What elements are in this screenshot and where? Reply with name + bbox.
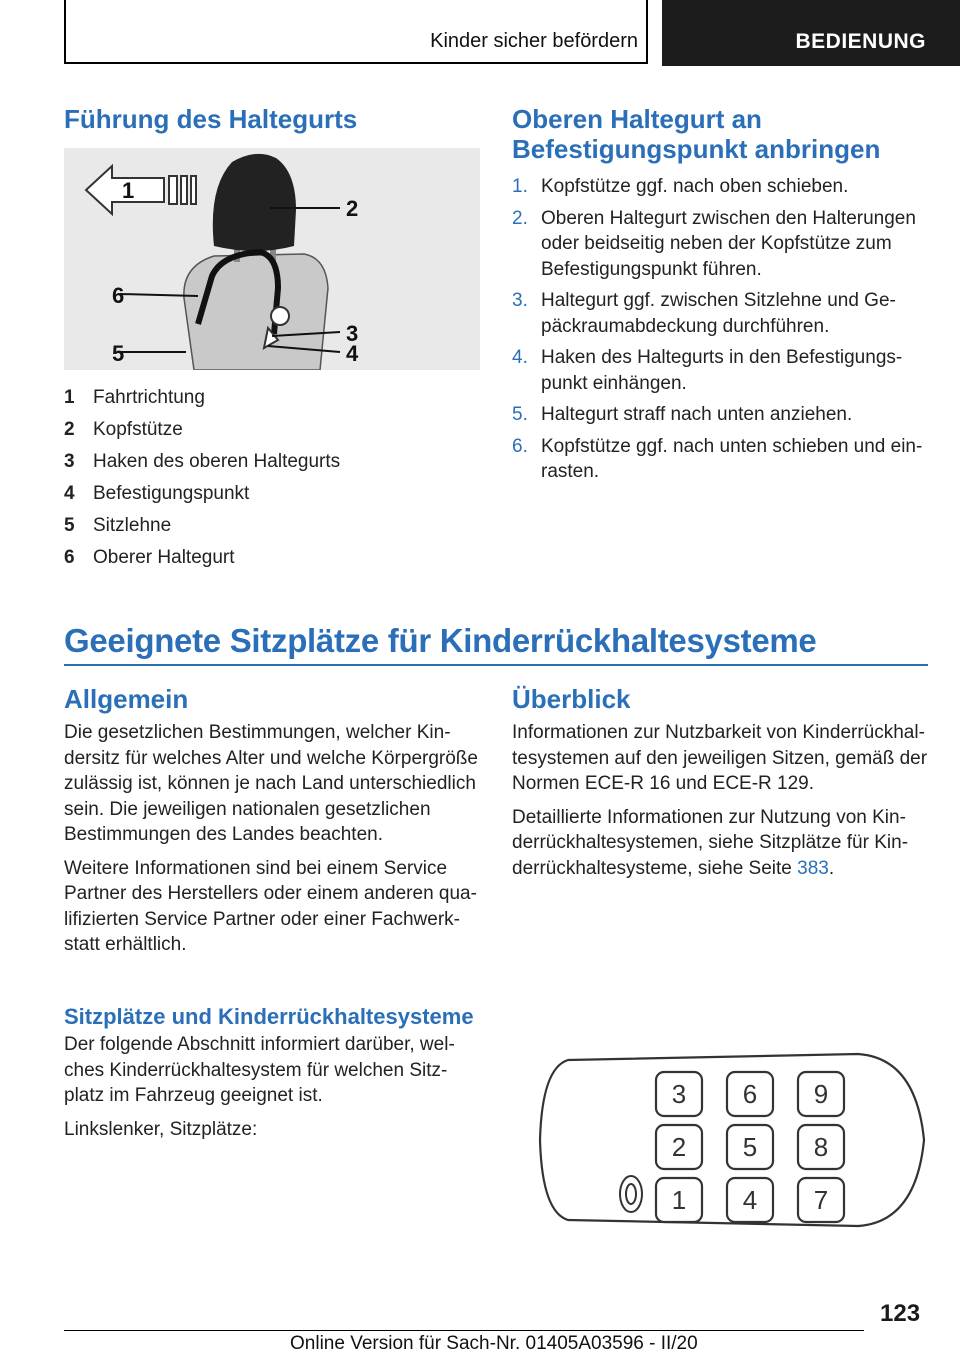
main-heading: Geeignete Sitzplätze für Kinderrückhaltesysteme: [64, 622, 817, 659]
footer-text: Online Version für Sach-Nr. 01405A03596 - II/20: [290, 1333, 698, 1354]
callout-2: 2: [346, 196, 359, 221]
header-section-title: Kinder sicher befördern: [430, 30, 638, 52]
callout-6: 6: [112, 283, 125, 308]
steps-list: [512, 174, 928, 485]
legend-label: Kopfstütze: [93, 419, 183, 440]
callout-1: 1: [122, 178, 135, 203]
heading-fuehrung: Führung des Haltegurts: [64, 104, 358, 134]
heading-anbringen: Oberen Haltegurt an Befestigungspunkt anbringen: [512, 104, 881, 164]
seat-label: 3: [671, 1079, 687, 1109]
section-anbringen: [512, 104, 928, 491]
section-sitzplaetze: [64, 1004, 512, 1142]
seat-label: 4: [742, 1185, 758, 1215]
page-reference-link[interactable]: 383: [797, 857, 829, 879]
legend-label: Befestigungspunkt: [93, 483, 250, 504]
seat-label: 5: [742, 1132, 758, 1162]
legend-num: 1: [64, 387, 75, 408]
legend-num: 4: [64, 483, 75, 504]
section-ueberblick: [512, 684, 930, 881]
seat-label: 1: [671, 1185, 687, 1215]
step-item: 4. Haken des Haltegurts in den Befestigungspunkt einhängen.: [512, 347, 903, 394]
allgemein-paragraph-2: Weitere Informationen sind bei einem Service Partner des Herstellers oder einem anderen qualifizierten Service Partner oder einer Fachwerkstatt erhältlich.: [64, 857, 477, 955]
legend-row: [64, 542, 474, 574]
allgemein-paragraph-1: Die gesetzlichen Bestimmungen, welcher Kindersitz für welches Alter und welche Körpergröße zulässig ist, können je nach Land unterschiedlich sein. Die jeweiligen nationalen gesetzlichen Bestimmungen des Landes beachten.: [64, 722, 478, 845]
sitzplaetze-paragraph-1: Der folgende Abschnitt informiert darüber, welches Kinderrückhaltesystem für welchen Sitzplatz im Fahrzeug geeignet ist.: [64, 1034, 455, 1106]
legend-row: [64, 510, 474, 542]
heading-allgemein: Allgemein: [64, 684, 189, 714]
heading-sitzplaetze: Sitzplätze und Kinderrückhaltesysteme: [64, 1004, 474, 1029]
steering-wheel-icon: [620, 1176, 642, 1212]
seat-label: 9: [813, 1079, 829, 1109]
heading-ueberblick: Überblick: [512, 684, 631, 714]
legend-row: [64, 446, 474, 478]
step-item: 6. Kopfstütze ggf. nach unten schieben und einrasten.: [512, 435, 923, 482]
ueberblick-paragraph-1: Informationen zur Nutzbarkeit von Kinderrückhaltesystemen auf den jeweiligen Sitzen, gemäß der Normen ECE-R 16 und ECE-R 129.: [512, 722, 928, 794]
callout-5: 5: [112, 341, 125, 366]
page-number: 123: [880, 1300, 921, 1327]
seat-label: 7: [813, 1185, 829, 1215]
legend-row: [64, 382, 474, 414]
seat-label: 2: [671, 1132, 687, 1162]
legend-num: 3: [64, 451, 75, 472]
step-item: 5. Haltegurt straff nach unten anziehen.: [512, 404, 853, 425]
legend-label: Sitzlehne: [93, 515, 172, 536]
legend-row: [64, 478, 474, 510]
legend-num: 5: [64, 515, 75, 536]
legend-label: Fahrtrichtung: [93, 387, 205, 408]
headrest-figure: [64, 148, 480, 370]
callout-4: 4: [346, 341, 359, 366]
seat-label: 6: [742, 1079, 758, 1109]
legend-row: [64, 414, 474, 446]
sitzplaetze-paragraph-2: Linkslenker, Sitzplätze:: [64, 1118, 258, 1140]
legend-num: 2: [64, 419, 75, 440]
footer-rule: [64, 1330, 864, 1331]
step-item: 1. Kopfstütze ggf. nach oben schieben.: [512, 176, 849, 197]
legend-label: Oberer Haltegurt: [93, 547, 235, 568]
header-chapter-tab: BEDIENUNG: [662, 0, 960, 66]
section-allgemein: [64, 684, 480, 958]
seat-layout-diagram: [528, 1048, 928, 1232]
step-item: 3. Haltegurt ggf. zwischen Sitzlehne und Gepäckraumabdeckung durchführen.: [512, 290, 896, 337]
heading-rule: [64, 664, 928, 666]
step-item: 2. Oberen Haltegurt zwischen den Halterungen oder beidseitig neben der Kopfstütze zum Befestigungspunkt führen.: [512, 207, 916, 280]
callout-3: 3: [346, 321, 359, 346]
ueberblick-paragraph-2: Detaillierte Informationen zur Nutzung von Kinderrückhaltesystemen, siehe Sitzplätze für Kinderrückhaltesysteme, siehe Seite 383.: [512, 806, 909, 879]
legend-label: Haken des oberen Haltegurts: [93, 451, 341, 472]
figure-legend: [64, 382, 474, 574]
seat-label: 8: [813, 1132, 829, 1162]
legend-num: 6: [64, 547, 75, 568]
